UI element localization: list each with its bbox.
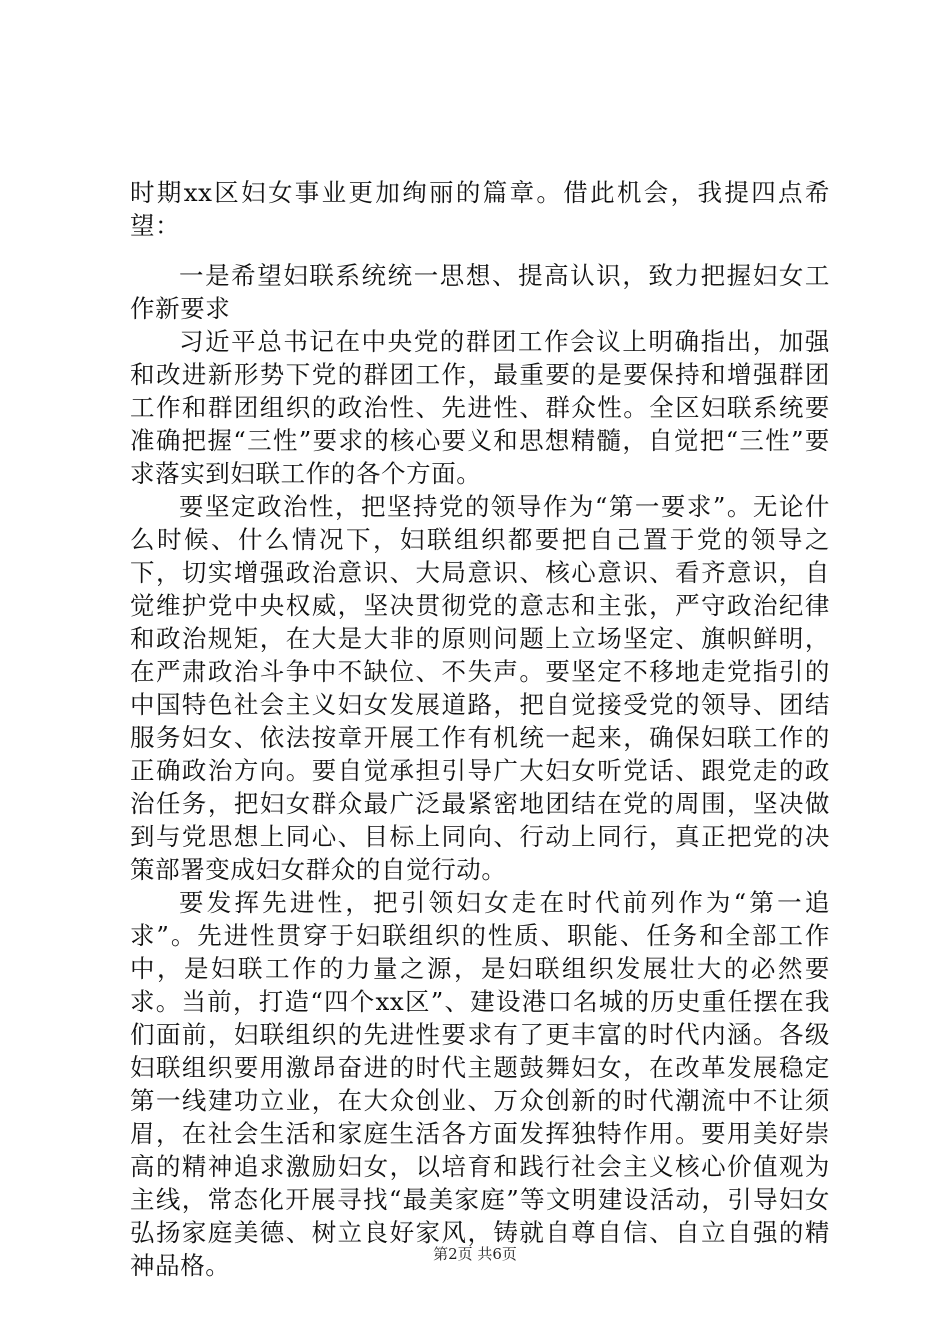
paragraph-continuation: 时期xx区妇女事业更加绚丽的篇章。借此机会，我提四点希望： — [130, 178, 830, 240]
document-body — [130, 176, 830, 1282]
paragraph-advanced-nature: 要发挥先进性，把引领妇女走在时代前列作为“第一追求”。先进性贯穿于妇联组织的性质、职能、任务和全部工作中，是妇联工作的力量之源，是妇联组织发展壮大的必然要求。当前，打造“四个xx区”、建设港口名城的历史重任摆在我们面前，妇联组织的先进性要求有了更丰富的时代内涵。各级妇联组织要用激昂奋进的时代主题鼓舞妇女，在改革发展稳定第一线建功立业，在大众创业、万众创新的时代潮流中不让须眉，在社会生活和家庭生活各方面发挥独特作用。要用美好崇高的精神追求激励妇女，以培育和践行社会主义核心价值观为主线，常态化开展寻找“最美家庭”等文明建设活动，引导妇女弘扬家庭美德、树立良好家风，铸就自尊自信、自立自强的精神品格。 — [130, 888, 830, 1280]
paragraph-political-nature: 要坚定政治性，把坚持党的领导作为“第一要求”。无论什么时候、什么情况下，妇联组织都要把自己置于党的领导之下，切实增强政治意识、大局意识、核心意识、看齐意识，自觉维护党中央权威，坚决贯彻党的意志和主张，严守政治纪律和政治规矩，在大是大非的原则问题上立场坚定、旗帜鲜明，在严肃政治斗争中不缺位、不失声。要坚定不移地走党指引的中国特色社会主义妇女发展道路，把自觉接受党的领导、团结服务妇女、依法按章开展工作有机统一起来，确保妇联工作的正确政治方向。要自觉承担引导广大妇女听党话、跟党走的政治任务，把妇女群众最广泛最紧密地团结在党的周围，坚决做到与党思想上同心、目标上同向、行动上同行，真正把党的决策部署变成妇女群众的自觉行动。 — [130, 492, 830, 884]
page-number-label: 第2页 共6页 — [433, 1245, 517, 1263]
paragraph-three-natures: 习近平总书记在中央党的群团工作会议上明确指出，加强和改进新形势下党的群团工作，最重要的是要保持和增强群团工作和群团组织的政治性、先进性、群众性。全区妇联系统要准确把握“三性”要求的核心要义和思想精髓，自觉把“三性”要求落实到妇联工作的各个方面。 — [130, 327, 830, 488]
section-heading: 一是希望妇联系统统一思想、提高认识，致力把握妇女工作新要求 — [130, 261, 830, 323]
page-footer — [0, 1243, 950, 1264]
